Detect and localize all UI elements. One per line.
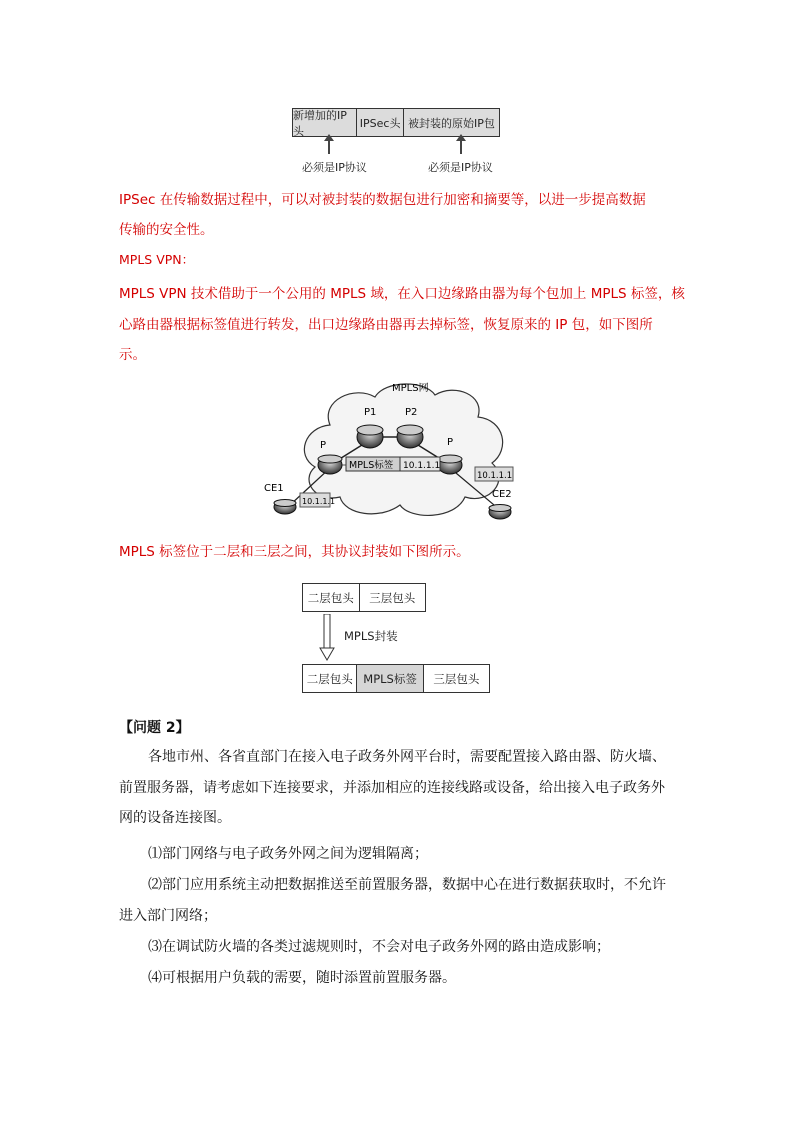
question-heading: 【问题 2】	[119, 720, 190, 736]
ip-mid-label: 10.1.1.1	[403, 461, 441, 471]
encap-after-row	[302, 664, 490, 693]
down-arrow-icon	[318, 614, 338, 662]
mpls-label-cell: MPLS标签	[357, 665, 423, 692]
router-p-left-icon	[318, 455, 342, 474]
ip-right-label: 10.1.1.1	[477, 471, 513, 481]
ipsec-note-line-1: IPSec 在传输数据过程中，可以对被封装的数据包进行加密和摘要等，以进一步提高数据	[119, 192, 646, 208]
router-ce2-icon	[489, 505, 511, 520]
router-p-right-icon	[438, 455, 462, 474]
router-p2-icon	[397, 425, 423, 448]
mpls-cloud-label: MPLS网	[392, 383, 429, 394]
caption-left: 必须是IP协议	[302, 161, 367, 174]
p-right-label: P	[447, 437, 454, 448]
l2-header-cell: 二层包头	[303, 665, 357, 692]
l2-header-cell: 二层包头	[303, 584, 360, 611]
mpls-label-position-line: MPLS 标签位于二层和三层之间，其协议封装如下图所示。	[119, 544, 470, 560]
ce2-label: CE2	[492, 489, 512, 500]
original-ip-packet-cell: 被封装的原始IP包	[404, 109, 499, 136]
mpls-vpn-title: MPLS VPN：	[119, 252, 195, 267]
p-left-label: P	[320, 440, 327, 451]
question-para-line-3: 网的设备连接图。	[119, 810, 231, 826]
requirement-4: ⑷可根据用户负载的需要，随时添置前置服务器。	[148, 970, 456, 986]
requirement-3: ⑶在调试防火墙的各类过滤规则时，不会对电子政务外网的路由造成影响；	[148, 939, 610, 955]
encap-arrow-label: MPLS封装	[344, 629, 398, 643]
mpls-desc-line-2: 心路由器根据标签值进行转发，出口边缘路由器再去掉标签，恢复原来的 IP 包，如下图所	[119, 317, 653, 333]
p2-label: P2	[405, 407, 418, 418]
mpls-tag-label: MPLS标签	[349, 460, 394, 471]
mpls-desc-line-1: MPLS VPN 技术借助于一个公用的 MPLS 域，在入口边缘路由器为每个包加上 MPLS 标签，核	[119, 286, 685, 302]
ip-left-label: 10.1.1.1	[302, 497, 336, 506]
question-para-line-1: 各地市州、各省直部门在接入电子政务外网平台时，需要配置接入路由器、防火墙、	[148, 749, 666, 765]
encap-before-row	[302, 583, 426, 612]
p1-label: P1	[364, 407, 377, 418]
ipsec-note-line-2: 传输的安全性。	[119, 222, 214, 238]
caption-right: 必须是IP协议	[428, 161, 493, 174]
router-p1-icon	[357, 425, 383, 448]
l3-header-cell: 三层包头	[433, 671, 480, 686]
ce1-label: CE1	[264, 483, 284, 494]
mpls-cloud-shape	[304, 384, 502, 515]
mpls-network-diagram	[260, 375, 540, 525]
mpls-desc-line-3: 示。	[119, 347, 146, 363]
router-ce1-icon	[274, 500, 296, 515]
arrow-up-icon	[460, 140, 462, 154]
arrow-up-icon	[328, 140, 330, 154]
l3-header-cell: 三层包头	[369, 590, 416, 605]
requirement-2-line-2: 进入部门网络；	[119, 908, 217, 924]
new-ip-header-cell: 新增加的IP头	[293, 109, 357, 136]
requirement-1: ⑴部门网络与电子政务外网之间为逻辑隔离；	[148, 846, 428, 862]
ipsec-packet-diagram	[292, 108, 500, 137]
question-para-line-2: 前置服务器，请考虑如下连接要求，并添加相应的连接线路或设备，给出接入电子政务外	[119, 780, 665, 796]
requirement-2-line-1: ⑵部门应用系统主动把数据推送至前置服务器，数据中心在进行数据获取时，不允许	[148, 877, 666, 893]
ipsec-header-cell: IPSec头	[357, 109, 404, 136]
